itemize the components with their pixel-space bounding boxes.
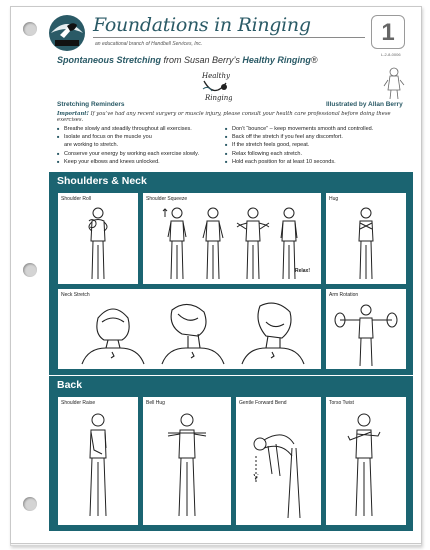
shoulder-roll-figure [82, 205, 114, 283]
reminders-right-list [225, 125, 415, 166]
important-label: Important! [57, 111, 89, 117]
bell-hug-caption: Bell Hug [146, 400, 165, 406]
list-item: ■ Conserve your energy by working each exercise slowly. [57, 150, 227, 158]
brand-divider [93, 37, 365, 38]
document-subtitle [57, 55, 318, 65]
important-note [57, 111, 417, 123]
shoulder-squeeze-figure-2 [198, 205, 228, 283]
brand-title: Foundations in Ringing [93, 14, 311, 36]
neck-stretch-figure-3 [238, 300, 308, 366]
shoulder-squeeze-figure-4 [275, 205, 303, 283]
list-item: ■ Breathe slowly and steadily throughout all exercises. [57, 125, 227, 133]
arm-rotation-figure [332, 302, 400, 368]
neck-stretch-figure-1 [78, 300, 148, 366]
hug-caption: Hug [329, 196, 339, 202]
sheet-code: L-2-8-0006 [381, 52, 401, 57]
shoulder-squeeze-caption: Shoulder Squeeze [146, 196, 188, 202]
list-item: ■ Hold each position for at least 10 seconds. [225, 158, 415, 166]
relax-caption: Relax! [295, 268, 311, 274]
handbell-figure-icon [383, 66, 405, 100]
list-item: are working to stretch. [64, 142, 119, 149]
list-item: ■ If the stretch feels good, repeat. [225, 141, 415, 149]
brand-subtitle: an educational branch of Handbell Services, Inc. [95, 41, 203, 47]
subtitle-mark: ® [310, 55, 318, 65]
bell-hug-figure [166, 410, 208, 522]
healthy-logo-line1: Healthy [202, 72, 230, 80]
torso-twist-figure [342, 410, 386, 522]
list-item: ■ Keep your elbows and knees unlocked. [57, 158, 227, 166]
list-item: ■ Back off the stretch if you feel any discomfort. [225, 133, 415, 141]
shoulders-neck-title: Shoulders & Neck [57, 175, 147, 187]
punch-hole-top [23, 22, 37, 36]
healthy-ringing-logo-icon [198, 69, 232, 103]
shoulder-squeeze-figure-1 [162, 205, 192, 283]
torso-twist-caption: Torso Twist [329, 400, 354, 406]
forward-bend-figure [248, 414, 310, 522]
arm-rotation-caption: Arm Rotation [329, 292, 359, 298]
illustrated-by: Illustrated by Allan Berry [326, 101, 403, 108]
shoulder-roll-caption: Shoulder Roll [61, 196, 92, 202]
subtitle-source: Healthy Ringing [242, 55, 311, 65]
shoulder-raise-caption: Shoulder Raise [61, 400, 96, 406]
list-item: ■ Isolate and focus on the muscle you [57, 133, 227, 141]
sheet-number: 1 [371, 15, 405, 49]
subtitle-main: Spontaneous Stretching [57, 55, 162, 65]
back-title: Back [57, 379, 83, 391]
subtitle-from: from Susan Berry’s [161, 55, 243, 65]
forward-bend-caption: Gentle Forward Bend [239, 400, 287, 406]
handbell-logo-icon [47, 13, 87, 53]
important-text: If you’ve had any recent surgery or muscle injury, please consult your health care professional before doing these exercises. [57, 111, 391, 123]
neck-stretch-caption: Neck Stretch [61, 292, 90, 298]
punch-hole-bottom [23, 497, 37, 511]
punch-hole-middle [23, 263, 37, 277]
shoulder-raise-figure [80, 410, 116, 522]
healthy-logo-line2: Ringing [205, 94, 232, 102]
list-item: ■ Don’t “bounce” – keep movements smooth and controlled. [225, 125, 415, 133]
reminders-heading: Stretching Reminders [57, 101, 125, 108]
hug-figure [350, 205, 382, 283]
shoulder-squeeze-figure-3 [236, 205, 270, 283]
list-item: ■ Relax following each stretch. [225, 150, 415, 158]
reminders-left-list [57, 125, 227, 166]
neck-stretch-figure-2 [158, 300, 228, 366]
